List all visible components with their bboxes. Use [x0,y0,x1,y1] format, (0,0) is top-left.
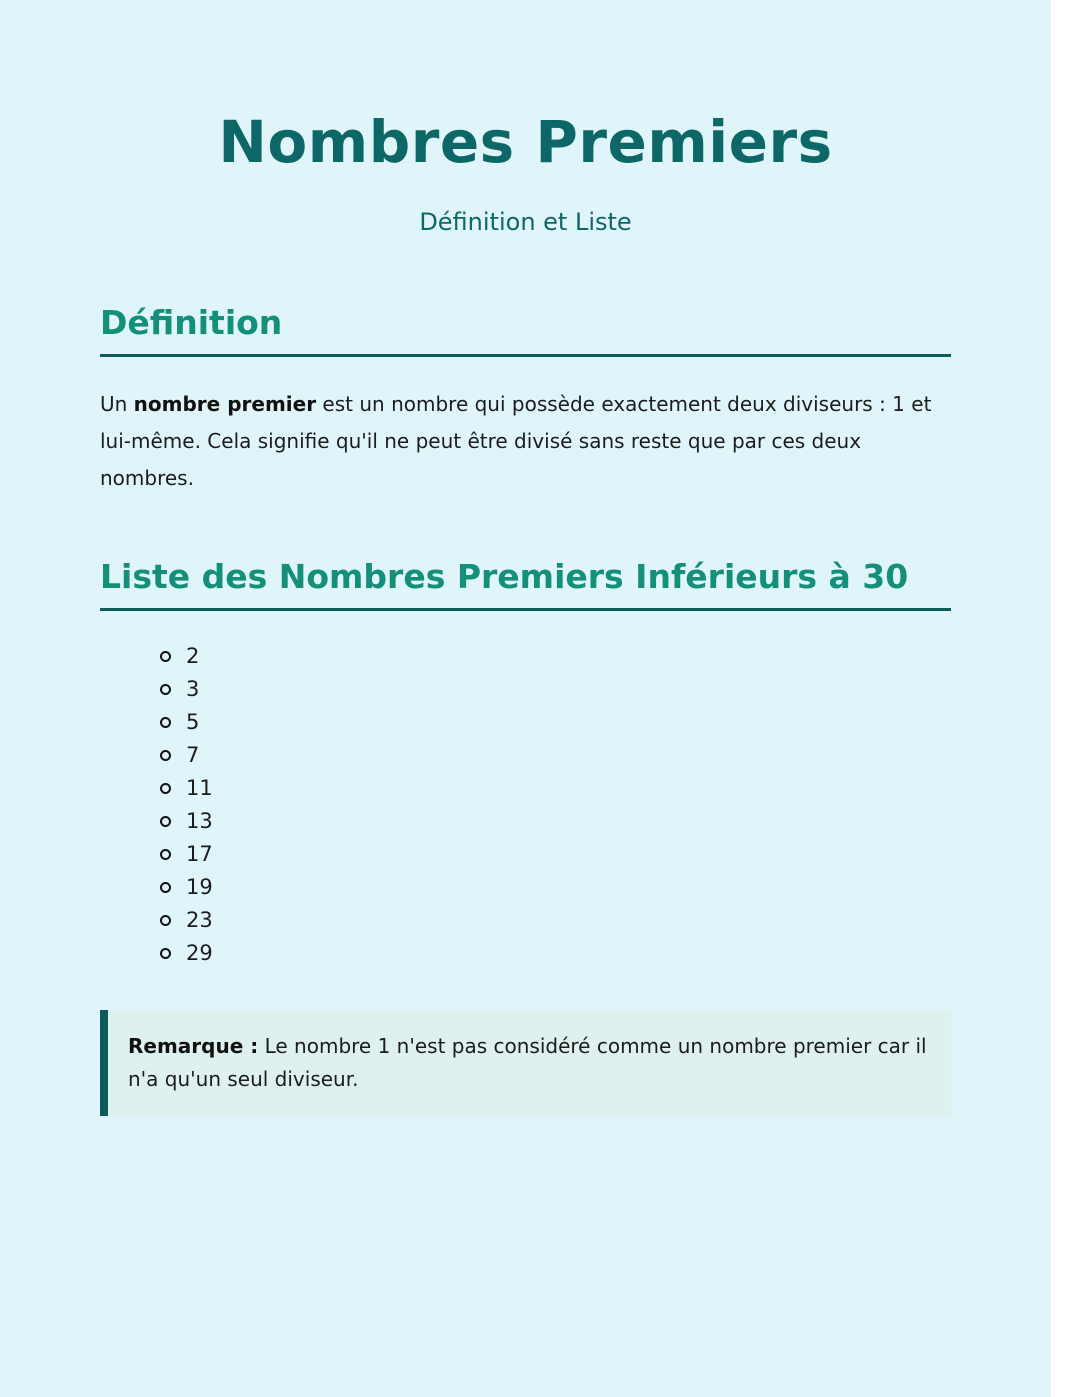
bullet-circle-icon [160,816,171,827]
list-item [158,640,213,673]
definition-bold-term: nombre premier [133,392,317,416]
list-item-value: 11 [186,776,213,800]
bullet-circle-icon [160,882,171,893]
list-item [158,838,213,871]
bullet-circle-icon [160,750,171,761]
list-item-value: 29 [186,941,213,965]
remark-label: Remarque : [128,1034,259,1058]
list-item [158,772,213,805]
page-subtitle: Définition et Liste [419,208,632,236]
list-item [158,871,213,904]
list-item [158,805,213,838]
list-item-value: 17 [186,842,213,866]
list-item [158,739,213,772]
list-item [158,904,213,937]
bullet-circle-icon [160,717,171,728]
list-item-value: 3 [186,677,200,701]
page-title: Nombres Premiers [218,108,833,176]
bullet-circle-icon [160,948,171,959]
bullet-circle-icon [160,783,171,794]
remark-text: Le nombre 1 n'est pas considéré comme un nombre premier car il n'a qu'un seul diviseur. [128,1034,927,1091]
list-item [158,706,213,739]
primes-list [158,640,213,970]
definition-paragraph [100,386,951,497]
list-item-value: 7 [186,743,200,767]
bullet-circle-icon [160,915,171,926]
list-item-value: 19 [186,875,213,899]
primes-list-heading: Liste des Nombres Premiers Inférieurs à 30 [100,557,951,611]
list-item [158,937,213,970]
bullet-circle-icon [160,849,171,860]
list-item [158,673,213,706]
list-item-value: 5 [186,710,200,734]
remark-callout [100,1010,951,1116]
list-item-value: 13 [186,809,213,833]
definition-heading: Définition [100,303,951,357]
definition-text-before: Un [100,392,134,416]
list-item-value: 2 [186,644,200,668]
bullet-circle-icon [160,684,171,695]
definition-text-after: est un nombre qui possède exactement deux diviseurs : 1 et lui-même. Cela signifie qu'il ne peut être divisé sans reste que par ces deux nombres. [100,392,932,490]
list-item-value: 23 [186,908,213,932]
bullet-circle-icon [160,651,171,662]
